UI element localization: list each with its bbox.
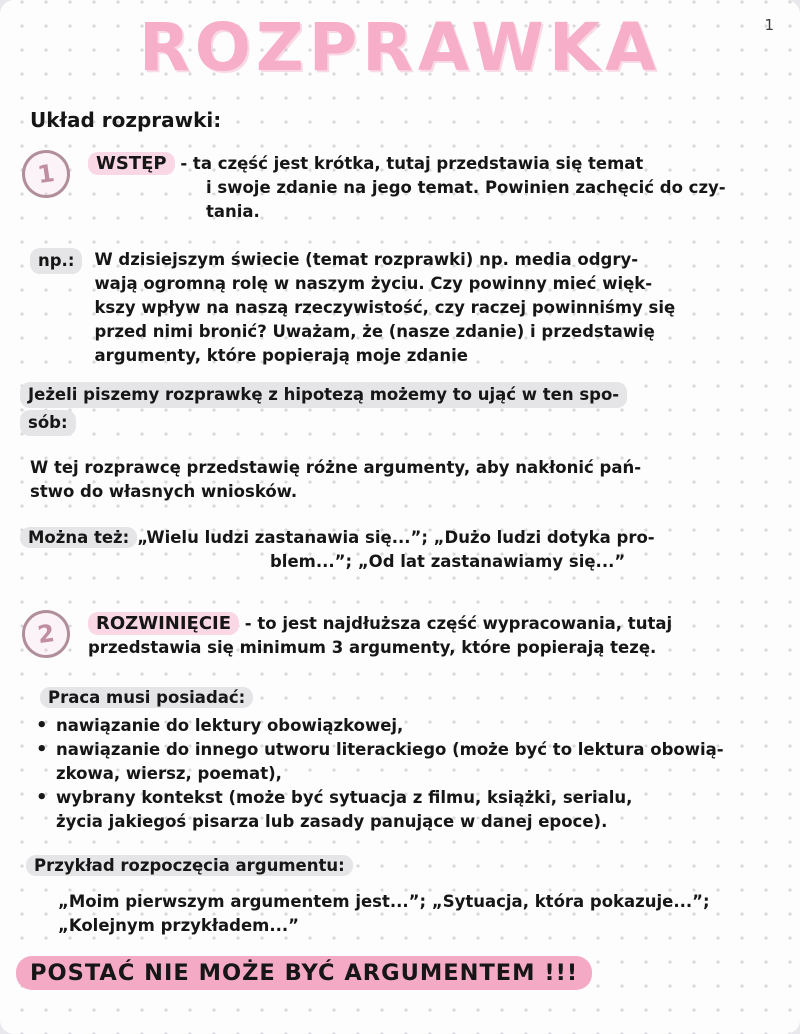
step-1-body xyxy=(88,152,726,224)
step-2-circle xyxy=(19,607,73,661)
step-1-number: 1 xyxy=(35,158,57,190)
requirement-3-line-2: życia jakiegoś pisarza lub zasady panujące w danej epoce). xyxy=(56,812,608,831)
requirement-2-line-2: zkowa, wiersz, poemat), xyxy=(56,764,282,783)
requirements-section xyxy=(40,686,800,834)
hypothesis-note-line-2: sób: xyxy=(20,410,76,436)
example-np-label: np.: xyxy=(30,248,82,274)
argument-opening-section xyxy=(26,854,800,938)
intro-heading: Układ rozprawki: xyxy=(30,108,222,132)
step-rozwiniecie xyxy=(22,612,800,660)
requirement-2-line-1: • nawiązanie do innego utworu literackiego (może być to lektura obowią- xyxy=(56,740,724,759)
requirements-heading: Praca musi posiadać: xyxy=(40,687,253,708)
step-2-line-1: - to jest najdłuższa część wypracowania, tutaj xyxy=(244,614,673,633)
argument-opening-line-2: „Kolejnym przykładem...” xyxy=(58,916,299,935)
list-item xyxy=(34,738,800,786)
example-np-line-5: argumenty, które popierają moje zdanie xyxy=(94,346,468,365)
step-1-line-1: - ta część jest krótka, tutaj przedstawia się temat xyxy=(180,154,644,173)
step-2-line-2: przedstawia się minimum 3 argumenty, które popierają tezę. xyxy=(88,638,657,657)
warning-note xyxy=(16,960,800,986)
step-1-circle xyxy=(19,147,73,201)
argument-opening-examples xyxy=(58,890,800,938)
list-item xyxy=(34,786,800,834)
example-np xyxy=(30,248,800,368)
list-item xyxy=(34,714,800,738)
hypothesis-example xyxy=(30,456,800,504)
example-np-line-4: przed nimi bronić? Uważam, że (nasze zdanie) i przedstawię xyxy=(94,322,655,341)
example-np-line-3: kszy wpływ na naszą rzeczywistość, czy raczej powinniśmy się xyxy=(94,298,676,317)
step-1-line-3: tania. xyxy=(206,202,260,221)
argument-opening-heading: Przykład rozpoczęcia argumentu: xyxy=(26,855,353,876)
hypothesis-example-line-1: W tej rozprawcę przedstawię różne argumenty, aby nakłonić pań- xyxy=(30,458,642,477)
step-2-number: 2 xyxy=(35,618,57,650)
requirement-1-line-1: • nawiązanie do lektury obowiązkowej, xyxy=(56,716,404,735)
page-number: 1 xyxy=(764,16,774,34)
argument-opening-line-1: „Moim pierwszym argumentem jest...”; „Sytuacja, która pokazuje...”; xyxy=(58,892,710,911)
term-rozwiniecie: ROZWINIĘCIE xyxy=(88,612,239,635)
step-wstep xyxy=(22,152,800,224)
alternative-openings xyxy=(20,526,800,574)
requirement-3-line-1: • wybrany kontekst (może być sytuacja z filmu, książki, serialu, xyxy=(56,788,633,807)
alternative-openings-label: Można też: xyxy=(20,527,137,548)
example-np-text xyxy=(94,248,675,368)
step-2-body xyxy=(88,612,672,660)
example-np-line-1: W dzisiejszym świecie (temat rozprawki) np. media odgry- xyxy=(94,250,639,269)
hypothesis-note-line-1: Jeżeli piszemy rozprawkę z hipotezą możemy to ująć w ten spo- xyxy=(20,382,627,408)
term-wstep: WSTĘP xyxy=(88,152,175,175)
requirements-list xyxy=(34,714,800,834)
alternative-openings-line-2: blem...”; „Od lat zastanawiamy się...” xyxy=(270,552,626,571)
hypothesis-example-line-2: stwo do własnych wniosków. xyxy=(30,482,298,501)
warning-text: POSTAĆ NIE MOŻE BYĆ ARGUMENTEM !!! xyxy=(16,956,592,990)
hypothesis-note xyxy=(20,382,800,438)
alternative-openings-line-1: „Wielu ludzi zastanawia się...”; „Dużo ludzi dotyka pro- xyxy=(137,528,655,547)
step-1-line-2: i swoje zdanie na jego temat. Powinien zachęcić do czy- xyxy=(206,178,726,197)
example-np-line-2: wają ogromną rolę w naszym życiu. Czy powinny mieć więk- xyxy=(94,274,653,293)
page-title: ROZPRAWKA xyxy=(138,9,662,86)
